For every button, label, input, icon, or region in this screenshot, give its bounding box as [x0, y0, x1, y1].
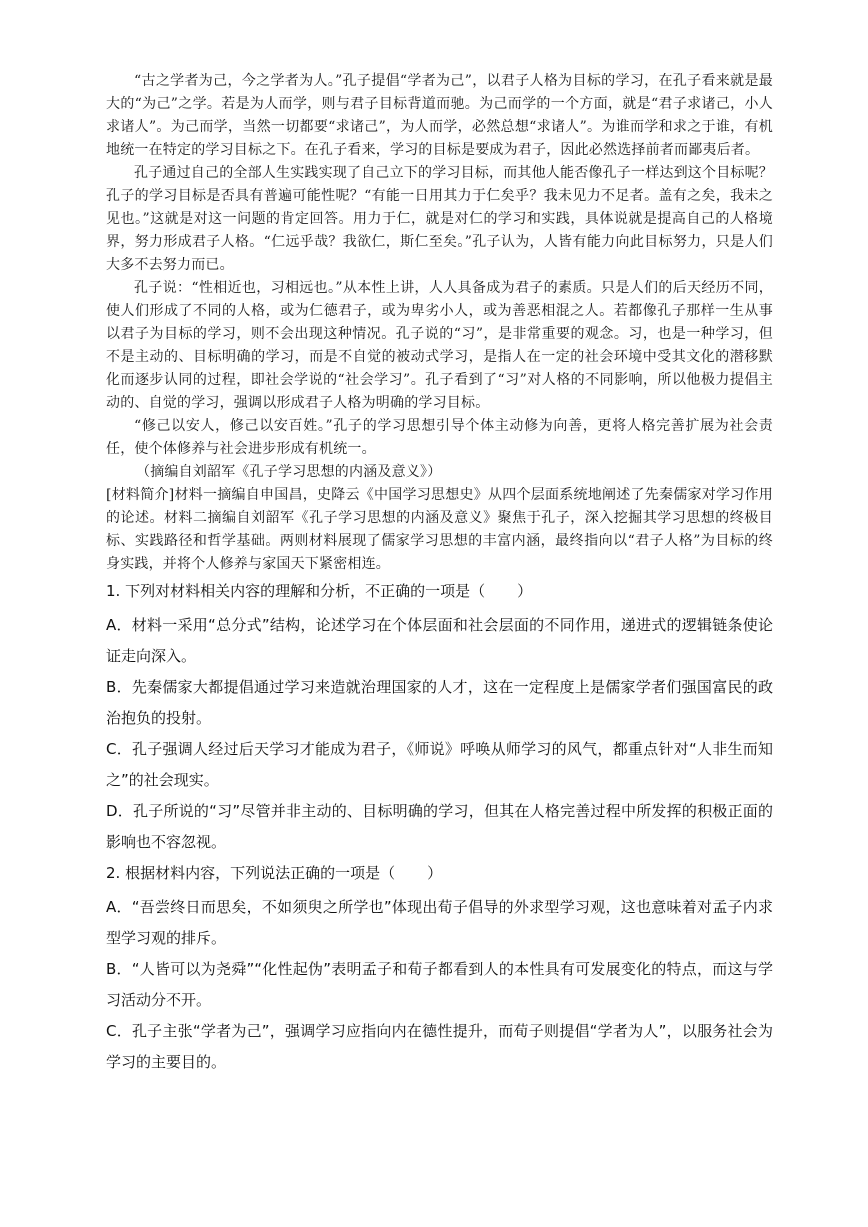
passage-source: （摘编自刘韶军《孔子学习思想的内涵及意义》） — [136, 464, 442, 480]
option-a: A．材料一采用“总分式”结构，论述学习在个体层面和社会层面的不同作用，递进式的逻辑链条使论证走向深入。 — [106, 616, 773, 665]
passage-paragraph: “古之学者为己，今之学者为人。”孔子提倡“学者为己”，以君子人格为目标的学习，在孔子看来就是最大的“为己”之学。若是为人而学，则与君子目标背道而驰。为己而学的一个方面，就是“君子求诸己，小人求诸人”。为己而学，当然一切都要“求诸己”，为人而学，必然总想“求诸人”。为谁而学和求之于谁，有机地统一在特定的学习目标之下。在孔子看来，学习的目标是要成为君子，因此必然选择前者而鄙夷后者。 — [106, 73, 773, 158]
question-stem-text: 2. 根据材料内容，下列说法正确的一项是（ — [106, 864, 396, 882]
option-d: D．孔子所说的“习”尽管并非主动的、目标明确的学习，但其在人格完善过程中所发挥的积极正面的影响也不容忽视。 — [106, 802, 773, 851]
question-stem-text: 1. 下列对材料相关内容的理解和分析，不正确的一项是（ — [106, 582, 486, 600]
question-2 — [106, 858, 773, 1078]
option-c: C．孔子主张“学者为己”，强调学习应指向内在德性提升，而荀子则提倡“学者为人”，以服务社会为学习的主要目的。 — [106, 1022, 773, 1071]
question-stem-close: ） — [427, 864, 443, 882]
option-a: A．“吾尝终日而思矣，不如须臾之所学也”体现出荀子倡导的外求型学习观，这也意味着对孟子内求型学习观的排斥。 — [106, 898, 773, 947]
question-stem — [106, 858, 773, 892]
passage — [106, 70, 773, 576]
passage-paragraph: “修己以安人，修己以安百姓。”孔子的学习思想引导个体主动修为向善，更将人格完善扩展为社会责任，使个体修养与社会进步形成有机统一。 — [106, 418, 773, 457]
option-b: B．“人皆可以为尧舜”“化性起伪”表明孟子和荀子都看到人的本性具有可发展变化的特点，而这与学习活动分不开。 — [106, 960, 773, 1009]
passage-paragraph: 孔子说：“性相近也，习相远也。”从本性上讲，人人具备成为君子的素质。只是人们的后天经历不同，使人们形成了不同的人格，或为仁德君子，或为卑劣小人，或为善恶相混之人。若都像孔子那样一生从事以君子为目标的学习，则不会出现这种情况。孔子说的“习”，是非常重要的观念。习，也是一种学习，但不是主动的、目标明确的学习，而是不自觉的被动式学习，是指人在一定的社会环境中受其文化的潜移默化而逐步认同的过程，即社会学说的“社会学习”。孔子看到了“习”对人格的不同影响，所以他极力提倡主动的、自觉的学习，强调以形成君子人格为明确的学习目标。 — [106, 280, 773, 411]
passage-paragraph: 孔子通过自己的全部人生实践实现了自己立下的学习目标，而其他人能否像孔子一样达到这个目标呢？孔子的学习目标是否具有普遍可能性呢？“有能一日用其力于仁矣乎？我未见力不足者。盖有之矣，我未之见也。”这就是对这一问题的肯定回答。用力于仁，就是对仁的学习和实践，具体说就是提高自己的人格境界，努力形成君子人格。“仁远乎哉？我欲仁，斯仁至矣。”孔子认为，人皆有能力向此目标努力，只是人们大多不去努力而已。 — [106, 165, 773, 273]
document-content — [106, 70, 773, 1078]
material-intro: [材料简介]材料一摘编自申国昌，史降云《中国学习思想史》从四个层面系统地阐述了先秦儒家对学习作用的论述。材料二摘编自刘韶军《孔子学习思想的内涵及意义》聚焦于孔子，深入挖掘其学习思想的终极目标、实践路径和哲学基础。两则材料展现了儒家学习思想的丰富内涵，最终指向以“君子人格”为目标的终身实践，并将个人修养与家国天下紧密相连。 — [106, 487, 773, 572]
option-b: B．先秦儒家大都提倡通过学习来造就治理国家的人才，这在一定程度上是儒家学者们强国富民的政治抱负的投射。 — [106, 678, 773, 727]
question-stem — [106, 576, 773, 610]
option-c: C．孔子强调人经过后天学习才能成为君子，《师说》呼唤从师学习的风气，都重点针对“人非生而知之”的社会现实。 — [106, 740, 773, 789]
question-stem-close: ） — [517, 582, 533, 600]
question-1 — [106, 576, 773, 858]
